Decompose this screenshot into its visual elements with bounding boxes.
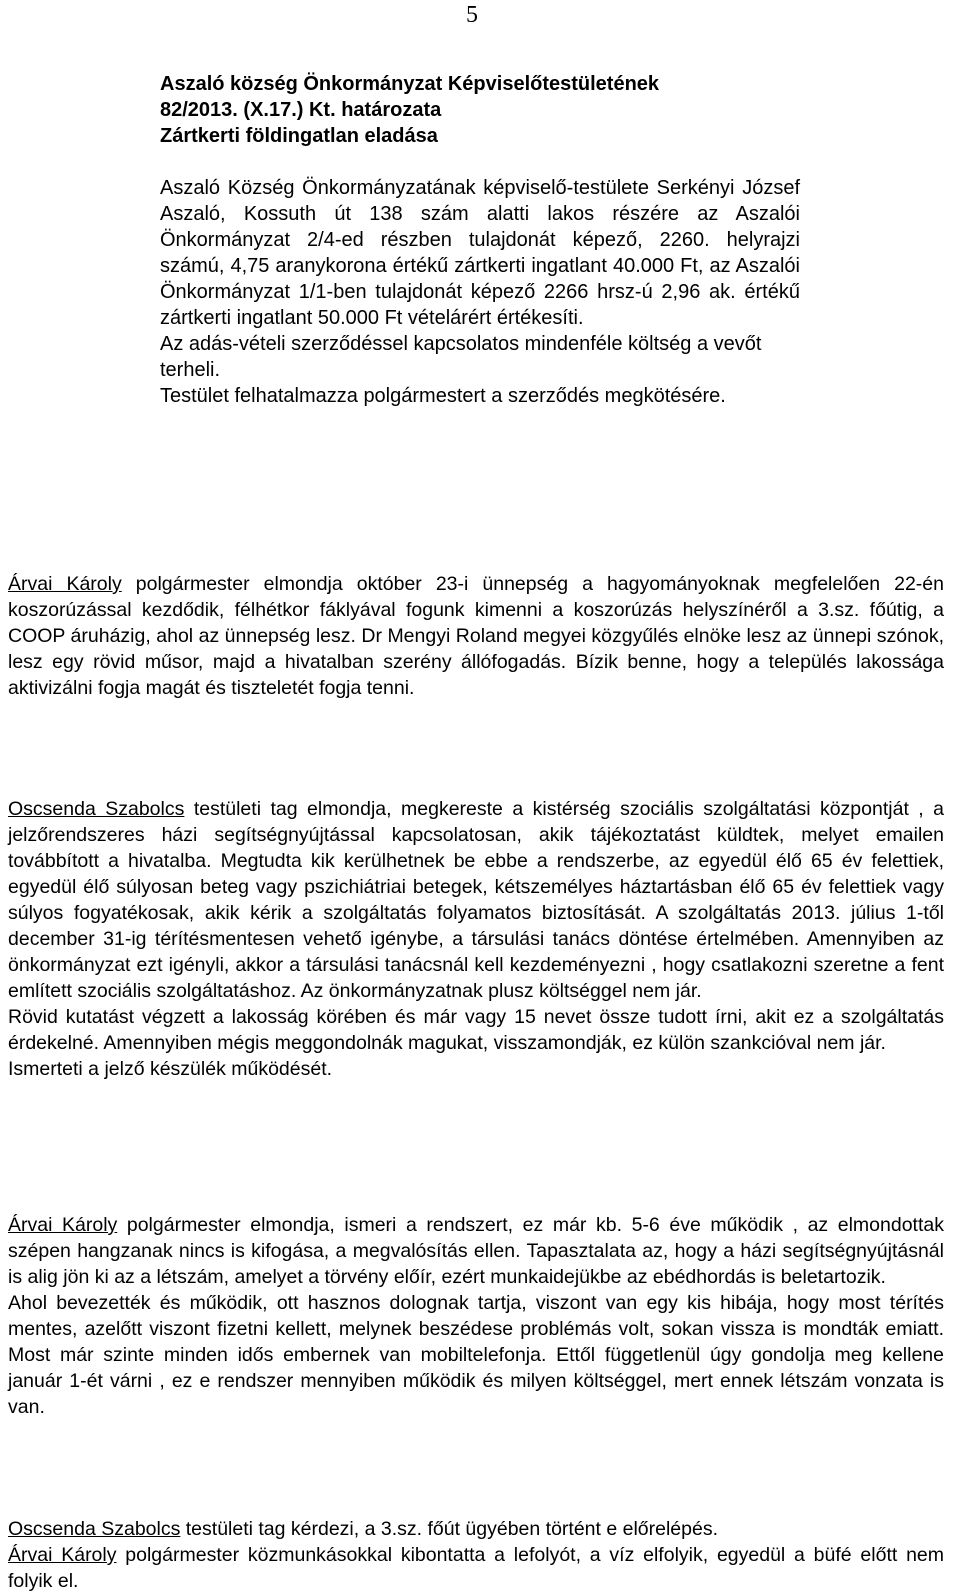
statement-text: polgármester elmondja október 23-i ünnepség a hagyományoknak megfelelően 22-én koszorúzással kezdődik, félhétkor fáklyával fogunk kimenni a koszorúzás helyszínéről a 3.sz. főútig, a COOP áruházig, ahol az ünnepség lesz. Dr Mengyi Roland megyei közgyűlés elnöke lesz az ünnepi szónok, lesz egy rövid műsor, majd a hivatalban szerény állófogadás. Bízik benne, hogy a település lakossága aktivizálni fogja magát és tiszteletét fogja tenni. [8,573,944,699]
paragraph: Rövid kutatást végzett a lakosság körében és már vagy 15 nevet össze tudott írni, akit ez a szolgáltatás érdekelné. Amennyiben mégis meggondolnák magukat, visszamondják, ez külön szankcióval nem jár. [8,1006,944,1054]
minutes-entry-2 [8,796,944,1082]
minutes-entry-1 [8,571,944,701]
page-number: 5 [466,2,478,28]
paragraph [8,1212,944,1290]
speaker-name: Oscsenda Szabolcs [8,1518,181,1540]
statement-text: polgármester elmondja, ismeri a rendszert, ez már kb. 5-6 éve működik , az elmondottak szépen hangzanak nincs is kifogása, a megvalósítás ellen. Tapasztalata az, hogy a házi segítségnyújtásnál is alig jön ki az a létszám, amelyet a törvény előír, ezért munkaidejükbe az ebédhordás is beletartozik. [8,1214,944,1288]
resolution-heading-line2: 82/2013. (X.17.) Kt. határozata [160,99,442,121]
paragraph [8,1516,944,1542]
speaker-name: Árvai Károly [8,1544,117,1566]
paragraph [8,571,944,701]
paragraph [8,796,944,1004]
statement-text: testületi tag kérdezi, a 3.sz. főút ügyében történt e előrelépés. [180,1518,719,1540]
statement-text: polgármester közmunkásokkal kibontatta a lefolyót, a víz elfolyik, egyedül a büfé előtt nem folyik el. [8,1544,944,1592]
paragraph: Ismerteti a jelző készülék működését. [8,1058,333,1080]
resolution-cost-note: Az adás-vételi szerződéssel kapcsolatos mindenféle költség a vevőt terheli. [160,333,762,381]
resolution-authorization: Testület felhatalmazza polgármestert a szerződés megkötésére. [160,385,726,407]
resolution-body: Aszaló Község Önkormányzatának képviselő-testülete Serkényi József Aszaló, Kossuth út 138 szám alatti lakos részére az Aszalói Önkormányzat 2/4-ed részben tulajdonát képező, 2260. helyrajzi számú, 4,75 aranykorona értékű zártkerti ingatlant 40.000 Ft, az Aszalói Önkormányzat 1/1-ben tulajdonát képező 2266 hrsz-ú 2,96 ak. értékű zártkerti ingatlant 50.000 Ft vételárért értékesíti. [160,177,800,329]
speaker-name: Árvai Károly [8,573,122,595]
statement-text: testületi tag elmondja, megkereste a kistérség szociális szolgáltatási központját , a jelzőrendszeres házi segítségnyújtással kapcsolatosan, akik tájékoztatást küldtek, melyet emailen továbbított a hivatalba. Megtudta kik kerülhetnek be ebbe a rendszerbe, az egyedül élő 65 év felettiek, egyedül élő súlyosan beteg vagy pszichiátriai betegek, kétszemélyes háztartásban élő 65 év felettiek vagy súlyos fogyatékosak, akik kérik a szolgáltatás folyamatos biztosítását. A szolgáltatás 2013. július 1-től december 31-ig térítésmentesen vehető igénybe, a társulási tanács döntése értelmében. Amennyiben az önkormányzat ezt igényli, akkor a társulási tanácsnál kell kezdeményezni , hogy csatlakozni szeretne a fent említett szociális szolgáltatáshoz. Az önkormányzatnak plusz költséggel nem jár. [8,798,945,1002]
minutes-entry-3 [8,1212,944,1420]
minutes-entry-4 [8,1516,944,1594]
paragraph [8,1542,944,1594]
resolution-block [160,71,800,409]
speaker-name: Árvai Károly [8,1214,118,1236]
resolution-title: Zártkerti földingatlan eladása [160,125,438,147]
paragraph: Ahol bevezették és működik, ott hasznos dolognak tartja, viszont van egy kis hibája, hogy most térítés mentes, azelőtt viszont fizetni kellett, melynek beszédese problémás volt, sokan vissza is mondták emiatt. Most már szinte minden idős embernek van mobiltelefonja. Ettől függetlenül úgy gondolja meg kellene január 1-ét várni , ez e rendszer mennyiben működik és milyen költséggel, mert ennek létszám vonzata is van. [8,1292,944,1418]
resolution-heading-line1: Aszaló község Önkormányzat Képviselőtestületének [160,73,660,95]
speaker-name: Oscsenda Szabolcs [8,798,185,820]
